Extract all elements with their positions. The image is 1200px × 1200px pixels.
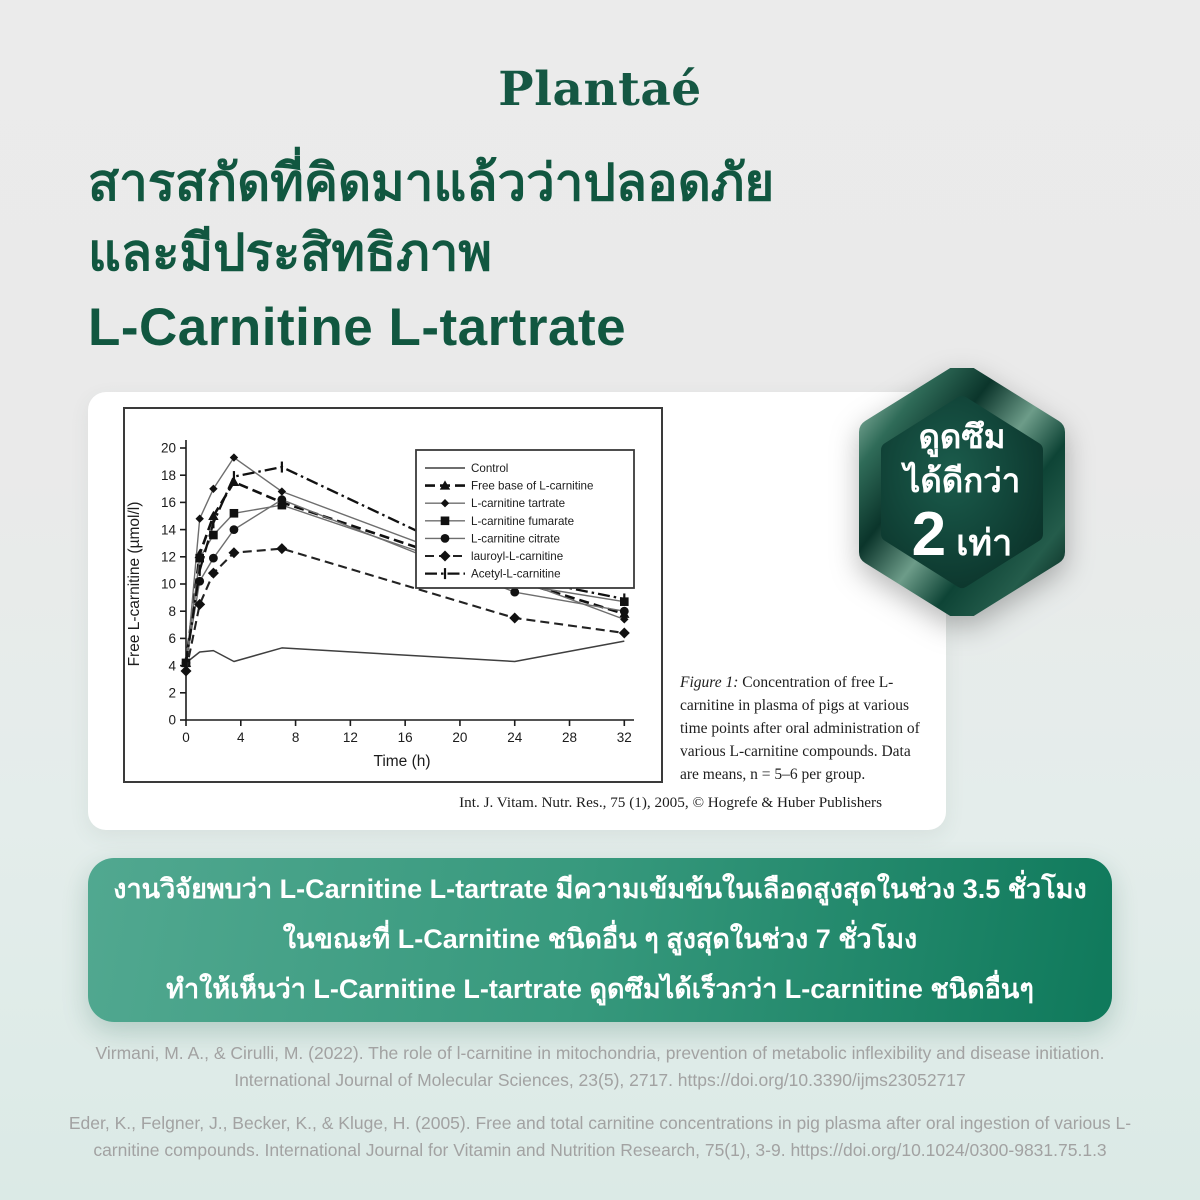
svg-text:32: 32 [616, 730, 632, 745]
svg-text:L-carnitine tartrate: L-carnitine tartrate [471, 497, 566, 511]
line-chart [122, 406, 664, 786]
y-axis-label: Free L-carnitine (µmol/l) [126, 501, 143, 667]
reference-2: Eder, K., Felgner, J., Becker, K., & Kluge, H. (2005). Free and total carnitine concentrations in pig plasma after oral ingestion of various L-carnitine compounds. International Journal for Vitamin and Nutrition Research, 75(1), 3-9. https://doi.org/10.1024/0300-9831.75.1.3 [68, 1113, 1132, 1161]
svg-text:4: 4 [237, 730, 245, 745]
svg-text:20: 20 [160, 440, 176, 456]
svg-text:0: 0 [168, 712, 176, 728]
svg-text:6: 6 [168, 631, 176, 647]
svg-text:Control: Control [471, 462, 509, 475]
reference-1: Virmani, M. A., & Cirulli, M. (2022). The role of l-carnitine in mitochondria, prevention of metabolic inflexibility and disease initiation. International Journal of Molecular Sciences, 23(5), 2717. https://doi.org/10.3390/ijms23052717 [95, 1043, 1105, 1091]
badge-unit: เท่า [956, 522, 1013, 564]
badge-line-1: ดูดซึม [918, 417, 1006, 455]
summary-line-1: งานวิจัยพบว่า L-Carnitine L-tartrate มีความเข้มข้นในเลือดสูงสุดในช่วง 3.5 ชั่วโมง [113, 874, 1087, 905]
svg-text:L-carnitine citrate: L-carnitine citrate [471, 532, 560, 546]
svg-text:8: 8 [168, 603, 176, 619]
chart-legend [416, 450, 634, 588]
svg-text:4: 4 [168, 658, 176, 674]
figure-label: Figure 1: [680, 674, 739, 691]
research-summary-box [88, 858, 1112, 1022]
page-title [88, 148, 774, 358]
summary-line-3: ทำให้เห็นว่า L-Carnitine L-tartrate ดูดซึมได้เร็วกว่า L-carnitine ชนิดอื่นๆ [166, 973, 1034, 1004]
title-line-2: และมีประสิทธิภาพ [88, 224, 493, 282]
journal-source: Int. J. Vitam. Nutr. Res., 75 (1), 2005, © Hogrefe & Huber Publishers [459, 794, 882, 811]
svg-text:2: 2 [168, 685, 176, 701]
svg-text:0: 0 [182, 730, 190, 745]
references-section [0, 1040, 1200, 1181]
chart-svg [122, 406, 664, 786]
title-line-1: สารสกัดที่คิดมาแล้วว่าปลอดภัย [88, 154, 775, 211]
svg-text:24: 24 [507, 730, 523, 745]
absorption-badge [850, 368, 1074, 616]
svg-text:12: 12 [160, 549, 176, 565]
figure-caption [680, 672, 932, 787]
svg-text:L-carnitine fumarate: L-carnitine fumarate [471, 514, 575, 528]
svg-text:Free base of L-carnitine: Free base of L-carnitine [471, 479, 594, 493]
figure-card [88, 392, 946, 830]
badge-line-2: ได้ดีกว่า [903, 461, 1021, 499]
svg-text:12: 12 [342, 730, 358, 745]
svg-text:14: 14 [160, 522, 176, 538]
svg-text:28: 28 [561, 730, 578, 745]
summary-line-2: ในขณะที่ L-Carnitine ชนิดอื่น ๆ สูงสุดในช่วง 7 ชั่วโมง [282, 924, 918, 955]
svg-text:lauroyl-L-carnitine: lauroyl-L-carnitine [471, 550, 564, 563]
brand-logo: Plantaé [498, 62, 702, 117]
svg-text:10: 10 [160, 576, 176, 592]
svg-text:Acetyl-L-carnitine: Acetyl-L-carnitine [471, 567, 561, 581]
svg-text:20: 20 [452, 730, 468, 745]
title-product-name: L-Carnitine L-tartrate [88, 297, 627, 357]
svg-text:16: 16 [160, 495, 176, 511]
badge-number: 2 [911, 500, 947, 570]
x-axis-label: Time (h) [373, 753, 431, 770]
badge-text [850, 368, 1074, 616]
badge-line-3 [911, 500, 1013, 571]
figure-caption-text: Concentration of free L-carnitine in plasma of pigs at various time points after oral administration of various L-carnitine compounds. Data are means, n = 5–6 per group. [680, 674, 920, 783]
svg-text:8: 8 [291, 730, 300, 745]
svg-text:16: 16 [397, 730, 413, 745]
svg-text:18: 18 [160, 467, 176, 483]
